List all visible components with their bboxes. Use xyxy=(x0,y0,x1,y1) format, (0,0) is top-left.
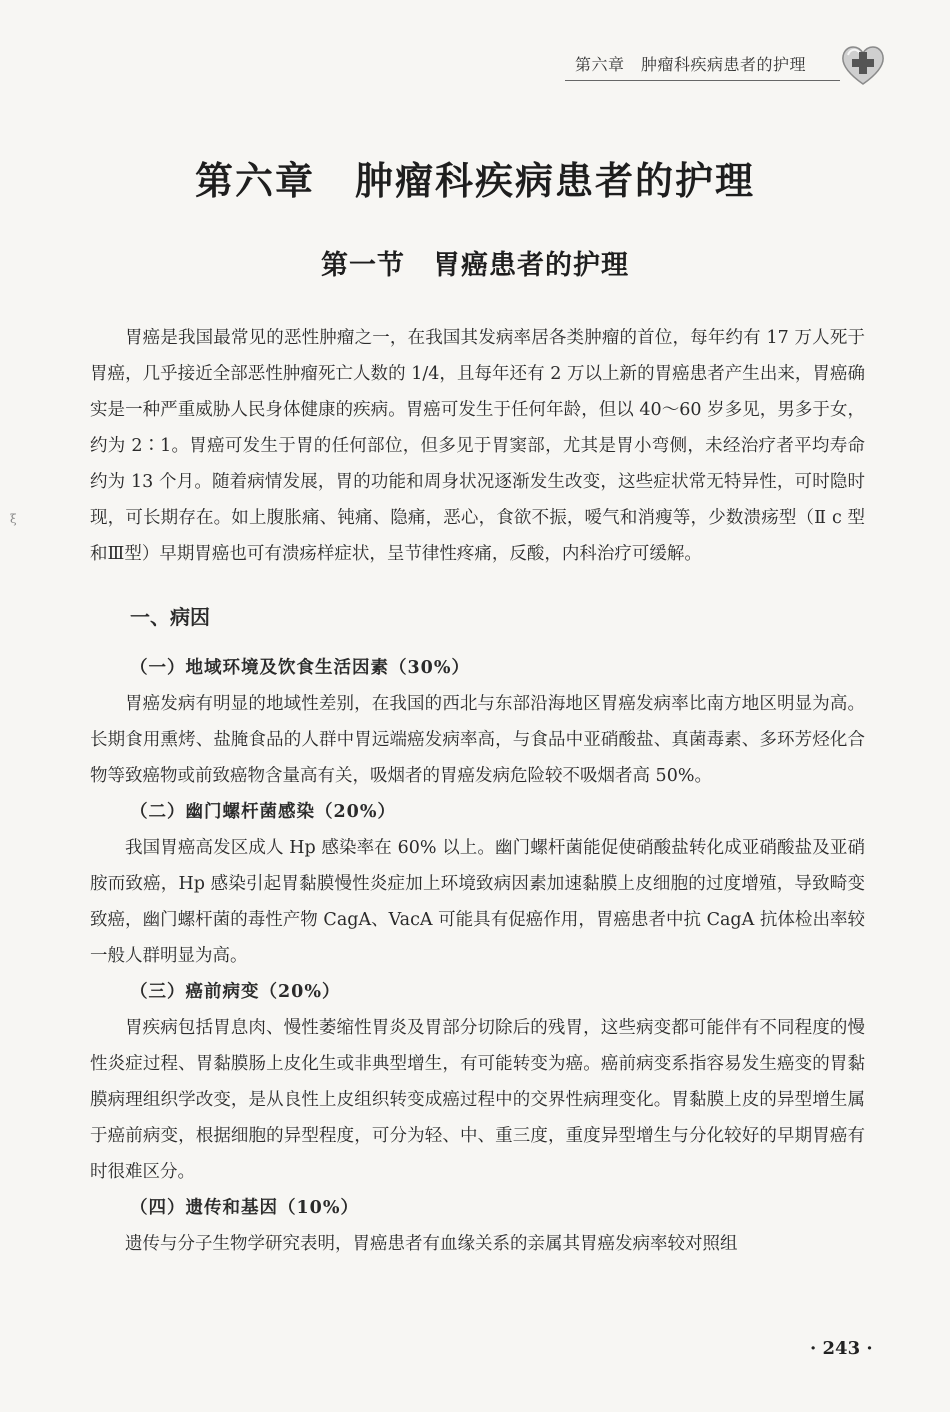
intro-paragraph: 胃癌是我国最常见的恶性肿瘤之一，在我国其发病率居各类肿瘤的首位，每年约有 17 万人死于胃癌，几乎接近全部恶性肿瘤死亡人数的 1/4，且每年还有 2 万以上新的胃癌患者产生出来，胃癌确实是一种严重威胁人民身体健康的疾病。胃癌可发生于任何年龄，但以 40～60 岁多见，男多于女，约为 2∶1。胃癌可发生于胃的任何部位，但多见于胃窦部，尤其是胃小弯侧，未经治疗者平均寿命约为 13 个月。随着病情发展，胃的功能和周身状况逐渐发生改变，这些症状常无特异性，可时隐时现，可长期存在。如上腹胀痛、钝痛、隐痛，恶心，食欲不振，嗳气和消瘦等，少数溃疡型（Ⅱ c 型和Ⅲ型）早期胃癌也可有溃疡样症状，呈节律性疼痛，反酸，内科治疗可缓解。 xyxy=(90,328,865,564)
running-header: 第六章 肿瘤科疾病患者的护理 xyxy=(575,55,807,74)
body-text xyxy=(90,320,865,1262)
section-title: 第一节 胃癌患者的护理 xyxy=(321,250,629,281)
cause-paragraph: 遗传与分子生物学研究表明，胃癌患者有血缘关系的亲属其胃癌发病率较对照组 xyxy=(125,1234,738,1254)
cause-paragraph: 我国胃癌高发区成人 Hp 感染率在 60% 以上。幽门螺杆菌能促使硝酸盐转化成亚硝酸盐及亚硝胺而致癌，Hp 感染引起胃黏膜慢性炎症加上环境致病因素加速黏膜上皮细胞的过度增殖，导致畸变致癌，幽门螺杆菌的毒性产物 CagA、VacA 可能具有促癌作用，胃癌患者中抗 CagA 抗体检出率较一般人群明显为高。 xyxy=(90,838,865,966)
cause-heading: （二）幽门螺杆菌感染（20%） xyxy=(130,802,396,822)
header-divider xyxy=(565,80,840,81)
heart-cross-logo-icon xyxy=(838,40,888,88)
margin-mark: ξ xyxy=(10,512,17,526)
heading-causes: 一、病因 xyxy=(130,605,210,629)
page-number: · 243 · xyxy=(810,1338,873,1359)
cause-heading: （三）癌前病变（20%） xyxy=(130,982,341,1002)
cause-paragraph: 胃疾病包括胃息肉、慢性萎缩性胃炎及胃部分切除后的残胃，这些病变都可能伴有不同程度的慢性炎症过程、胃黏膜肠上皮化生或非典型增生，有可能转变为癌。癌前病变系指容易发生癌变的胃黏膜病理组织学改变，是从良性上皮组织转变成癌过程中的交界性病理变化。胃黏膜上皮的异型增生属于癌前病变，根据细胞的异型程度，可分为轻、中、重三度，重度异型增生与分化较好的早期胃癌有时很难区分。 xyxy=(90,1018,865,1182)
cause-paragraph: 胃癌发病有明显的地域性差别，在我国的西北与东部沿海地区胃癌发病率比南方地区明显为高。长期食用熏烤、盐腌食品的人群中胃远端癌发病率高，与食品中亚硝酸盐、真菌毒素、多环芳烃化合物等致癌物或前致癌物含量高有关，吸烟者的胃癌发病危险较不吸烟者高 50%。 xyxy=(90,694,865,786)
cause-heading: （一）地域环境及饮食生活因素（30%） xyxy=(130,658,470,678)
cause-heading: （四）遗传和基因（10%） xyxy=(130,1198,359,1218)
chapter-title: 第六章 肿瘤科疾病患者的护理 xyxy=(194,159,755,203)
